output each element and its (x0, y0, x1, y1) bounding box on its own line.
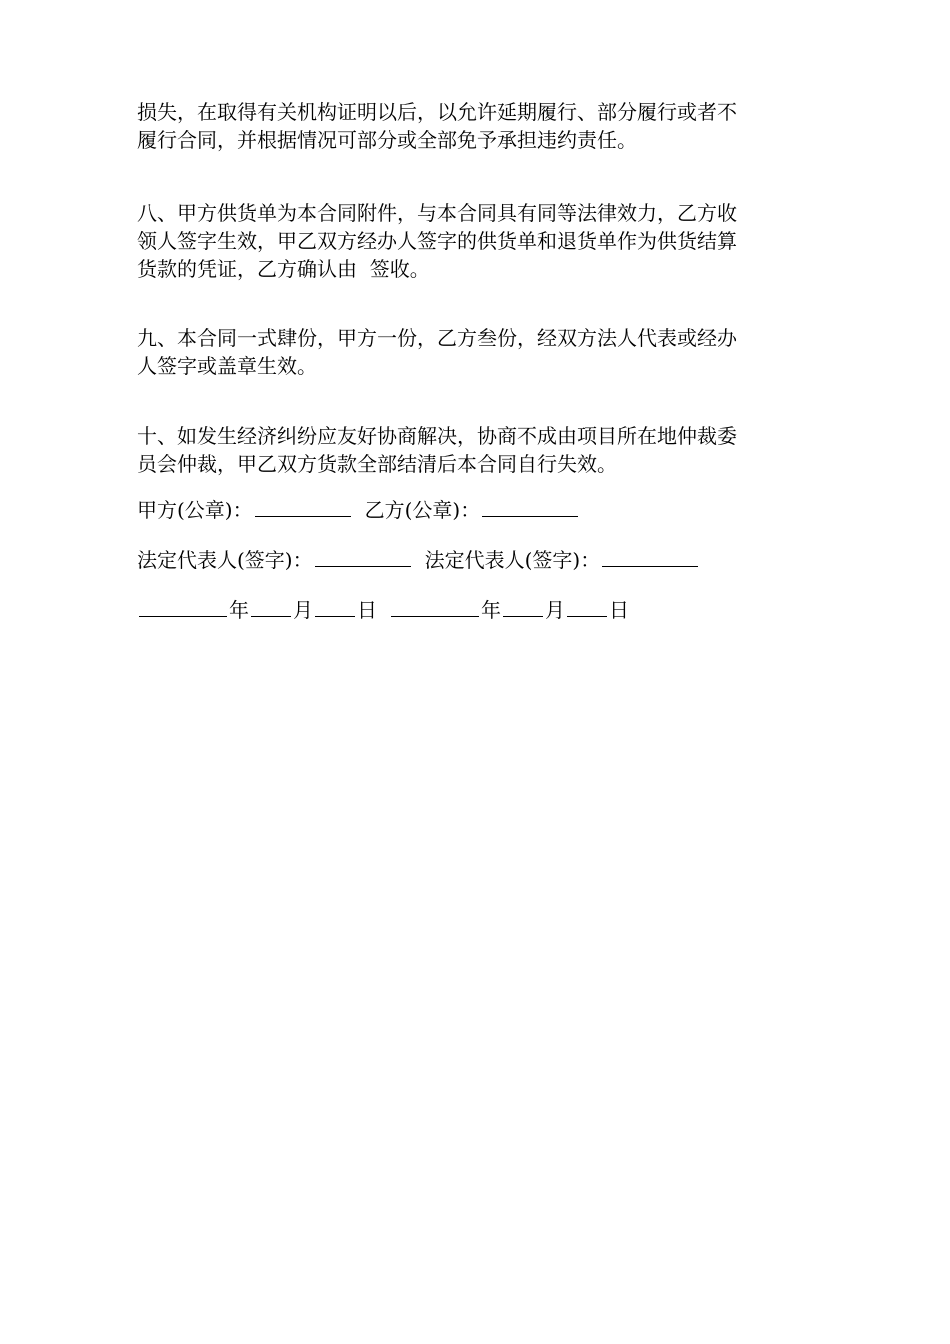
text-line: 八、甲方供货单为本合同附件，与本合同具有同等法律效力，乙方收 (137, 201, 737, 225)
text-line: 人签字或盖章生效。 (137, 354, 317, 378)
legal-rep-b-blank (602, 546, 698, 567)
text-line: 九、本合同一式肆份，甲方一份，乙方叁份，经双方法人代表或经办 (137, 326, 737, 350)
date-b-day-blank (567, 596, 607, 617)
party-b-seal-blank (482, 496, 578, 517)
text-line: 货款的凭证，乙方确认由 签收。 (137, 257, 430, 281)
legal-rep-a-label: 法定代表人(签字)： (137, 548, 313, 572)
text-line: 十、如发生经济纠纷应友好协商解决，协商不成由项目所在地仲裁委 (137, 424, 737, 448)
date-a-day-blank (315, 596, 355, 617)
date-b-year-blank (391, 596, 479, 617)
party-a-seal-label: 甲方(公章)： (137, 498, 253, 522)
paragraph-force-majeure-continuation (137, 98, 827, 154)
date-b-month-blank (503, 596, 543, 617)
clause-10 (137, 422, 827, 478)
year-label: 年 (229, 598, 249, 622)
month-label: 月 (545, 598, 565, 622)
legal-rep-a-blank (315, 546, 411, 567)
clause-8 (137, 199, 827, 283)
seal-line (137, 496, 580, 524)
date-line (137, 596, 629, 624)
day-label: 日 (357, 598, 377, 622)
text-line: 履行合同，并根据情况可部分或全部免予承担违约责任。 (137, 128, 637, 152)
text-line: 员会仲裁，甲乙双方货款全部结清后本合同自行失效。 (137, 452, 617, 476)
text-line: 领人签字生效，甲乙双方经办人签字的供货单和退货单作为供货结算 (137, 229, 737, 253)
clause-9 (137, 324, 827, 380)
party-a-seal-blank (255, 496, 351, 517)
day-label: 日 (609, 598, 629, 622)
legal-representative-line (137, 546, 700, 574)
date-a-year-blank (139, 596, 227, 617)
date-a-month-blank (251, 596, 291, 617)
year-label: 年 (481, 598, 501, 622)
text-line: 损失，在取得有关机构证明以后，以允许延期履行、部分履行或者不 (137, 100, 737, 124)
party-b-seal-label: 乙方(公章)： (364, 498, 481, 522)
legal-rep-b-label: 法定代表人(签字)： (424, 548, 601, 572)
month-label: 月 (293, 598, 313, 622)
